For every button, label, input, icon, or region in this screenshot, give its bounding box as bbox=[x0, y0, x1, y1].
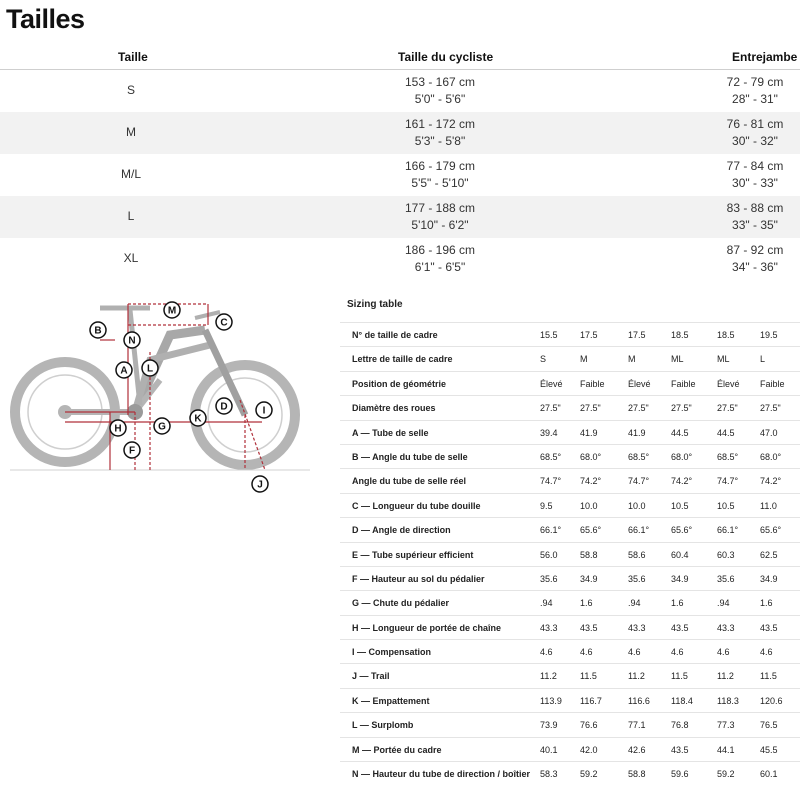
rider-height-cell bbox=[340, 70, 540, 112]
geometry-row bbox=[340, 371, 800, 395]
inseam-cm: 72 - 79 cm bbox=[726, 75, 784, 89]
header-inseam: Entrejambe bbox=[732, 50, 798, 64]
inseam-in: 33" - 35" bbox=[732, 218, 778, 232]
geometry-value: 77.1 bbox=[628, 720, 646, 731]
marker-label: F bbox=[128, 445, 136, 457]
geometry-row-label: B — Angle du tube de selle bbox=[352, 451, 468, 462]
geometry-value: .94 bbox=[628, 598, 641, 609]
geometry-value: 1.6 bbox=[671, 598, 684, 609]
inseam-cm: 87 - 92 cm bbox=[726, 243, 784, 257]
marker-d bbox=[216, 398, 232, 414]
geometry-value: 74.7° bbox=[540, 476, 562, 487]
size-cell: XL bbox=[123, 251, 139, 265]
marker-a bbox=[116, 362, 132, 378]
geometry-value: 65.6° bbox=[760, 525, 782, 536]
geometry-value: 68.5° bbox=[717, 451, 739, 462]
geometry-row bbox=[340, 493, 800, 517]
size-row bbox=[0, 112, 800, 154]
header-rider-height: Taille du cycliste bbox=[398, 50, 494, 64]
geometry-value: 58.6 bbox=[628, 549, 646, 560]
rider-height-ft: 6'1" - 6'5" bbox=[414, 260, 466, 274]
marker-label: L bbox=[146, 363, 154, 375]
marker-label: N bbox=[128, 335, 136, 347]
geometry-value: 42.6 bbox=[628, 744, 646, 755]
geometry-value: 27.5" bbox=[671, 403, 692, 414]
rider-height-ft: 5'5" - 5'10" bbox=[411, 176, 469, 190]
marker-h bbox=[110, 420, 126, 436]
geometry-value: 17.5 bbox=[580, 330, 598, 340]
geometry-value: 41.9 bbox=[580, 427, 598, 438]
marker-b bbox=[90, 322, 106, 338]
geometry-value: 68.5° bbox=[540, 451, 562, 462]
geometry-value: 27.5" bbox=[760, 403, 781, 414]
geometry-row bbox=[340, 444, 800, 468]
geometry-row bbox=[340, 542, 800, 566]
rider-height-ft: 5'10" - 6'2" bbox=[411, 218, 469, 232]
geometry-value: L bbox=[760, 354, 766, 365]
geometry-row-label: Diamètre des roues bbox=[352, 403, 436, 414]
size-cell: M bbox=[126, 125, 136, 139]
inseam-in: 30" - 32" bbox=[732, 134, 778, 148]
inseam-cm: 77 - 84 cm bbox=[726, 159, 784, 173]
marker-label: B bbox=[94, 325, 102, 337]
bike-geometry-diagram bbox=[0, 290, 330, 500]
geometry-row-label: M — Portée du cadre bbox=[352, 744, 442, 755]
geometry-row-label: G — Chute du pédalier bbox=[352, 598, 450, 609]
geometry-value: M bbox=[628, 354, 636, 365]
geometry-value: Élevé bbox=[628, 378, 651, 389]
geometry-value: 11.2 bbox=[540, 671, 557, 682]
geometry-value: 35.6 bbox=[717, 573, 735, 584]
geometry-value: 113.9 bbox=[540, 695, 562, 706]
geometry-value: 17.5 bbox=[628, 330, 646, 340]
geometry-row bbox=[340, 688, 800, 712]
geometry-row-label: L — Surplomb bbox=[352, 720, 414, 731]
marker-label: A bbox=[120, 365, 128, 377]
geometry-value: 39.4 bbox=[540, 427, 558, 438]
geometry-value: 42.0 bbox=[580, 744, 598, 755]
geometry-row-label: C — Longueur du tube douille bbox=[352, 500, 481, 511]
marker-label: I bbox=[262, 405, 266, 417]
geometry-row bbox=[340, 395, 800, 419]
geometry-value: 11.2 bbox=[717, 671, 734, 682]
geometry-value: 60.3 bbox=[717, 549, 735, 560]
marker-label: D bbox=[220, 401, 228, 413]
marker-j bbox=[252, 476, 268, 492]
geometry-value: 40.1 bbox=[540, 744, 558, 755]
marker-label: G bbox=[158, 421, 166, 433]
geometry-value: 60.1 bbox=[760, 769, 778, 780]
geometry-value: Élevé bbox=[540, 378, 563, 389]
geometry-value: 66.1° bbox=[717, 525, 739, 536]
geometry-value: 27.5" bbox=[628, 403, 649, 414]
geometry-value: 11.5 bbox=[580, 671, 597, 682]
geometry-value: 68.0° bbox=[671, 451, 693, 462]
geometry-row-label: Angle du tube de selle réel bbox=[352, 476, 467, 487]
geometry-value: Faible bbox=[580, 378, 605, 389]
geometry-value: 4.6 bbox=[580, 647, 593, 658]
inseam-cell bbox=[680, 70, 800, 112]
size-table-header bbox=[0, 42, 800, 70]
geometry-value: 11.5 bbox=[671, 671, 688, 682]
geometry-value: ML bbox=[671, 354, 684, 365]
geometry-value: 56.0 bbox=[540, 549, 558, 560]
geometry-value: 11.2 bbox=[628, 671, 645, 682]
geometry-value: 76.6 bbox=[580, 720, 598, 731]
geometry-value: 11.0 bbox=[760, 500, 777, 511]
geometry-value: 43.3 bbox=[717, 622, 735, 633]
geometry-value: 58.8 bbox=[628, 769, 646, 780]
geometry-table bbox=[340, 322, 800, 785]
geometry-value: Élevé bbox=[717, 378, 740, 389]
rider-height-cm: 161 - 172 cm bbox=[404, 117, 476, 131]
geometry-row-label: Position de géométrie bbox=[352, 378, 447, 389]
geometry-value: 68.0° bbox=[580, 451, 602, 462]
geometry-value: .94 bbox=[717, 598, 730, 609]
marker-l bbox=[142, 360, 158, 376]
geometry-value: 74.7° bbox=[628, 476, 650, 487]
marker-k bbox=[190, 410, 206, 426]
geometry-value: 74.2° bbox=[580, 476, 602, 487]
geometry-value: 118.3 bbox=[717, 695, 739, 706]
geometry-value: 4.6 bbox=[717, 647, 730, 658]
geometry-value: 58.8 bbox=[580, 549, 598, 560]
geometry-value: 18.5 bbox=[717, 330, 735, 340]
geometry-row-label: K — Empattement bbox=[352, 695, 430, 706]
geometry-row bbox=[340, 420, 800, 444]
geometry-value: 74.2° bbox=[760, 476, 782, 487]
inseam-cell bbox=[680, 112, 800, 154]
geometry-row bbox=[340, 590, 800, 614]
geometry-value: 34.9 bbox=[671, 573, 689, 584]
marker-label: J bbox=[257, 479, 263, 491]
geometry-value: 11.5 bbox=[760, 671, 777, 682]
geometry-row-label: D — Angle de direction bbox=[352, 525, 451, 536]
geometry-value: 34.9 bbox=[580, 573, 598, 584]
geometry-value: 65.6° bbox=[671, 525, 693, 536]
geometry-value: 43.5 bbox=[671, 744, 689, 755]
marker-label: M bbox=[167, 305, 177, 317]
geometry-value: 62.5 bbox=[760, 549, 778, 560]
inseam-in: 30" - 33" bbox=[732, 176, 778, 190]
geometry-row bbox=[340, 517, 800, 541]
geometry-value: 44.5 bbox=[671, 427, 689, 438]
geometry-value: 27.5" bbox=[540, 403, 561, 414]
size-table-body bbox=[0, 70, 800, 280]
geometry-value: 10.5 bbox=[717, 500, 735, 511]
marker-c bbox=[216, 314, 232, 330]
geometry-value: 116.7 bbox=[580, 695, 602, 706]
geometry-row-label: N — Hauteur du tube de direction / boîtier bbox=[352, 769, 531, 780]
rider-height-cell bbox=[340, 196, 540, 238]
geometry-row bbox=[340, 615, 800, 639]
geometry-value: 59.6 bbox=[671, 769, 689, 780]
geometry-row bbox=[340, 663, 800, 687]
geometry-row bbox=[340, 737, 800, 761]
inseam-in: 28" - 31" bbox=[732, 92, 778, 106]
geometry-value: 1.6 bbox=[580, 598, 593, 609]
geometry-value: 43.3 bbox=[540, 622, 558, 633]
geometry-value: 43.5 bbox=[760, 622, 778, 633]
geometry-row-label: Lettre de taille de cadre bbox=[352, 354, 453, 365]
page-title: Tailles bbox=[6, 4, 85, 34]
rider-height-cm: 166 - 179 cm bbox=[404, 159, 476, 173]
geometry-row bbox=[340, 468, 800, 492]
geometry-value: 116.6 bbox=[628, 695, 650, 706]
geometry-value: 118.4 bbox=[671, 695, 693, 706]
geometry-value: 44.5 bbox=[717, 427, 735, 438]
marker-n bbox=[124, 332, 140, 348]
geometry-row-label: N° de taille de cadre bbox=[352, 330, 438, 340]
marker-f bbox=[124, 442, 140, 458]
geometry-value: 9.5 bbox=[540, 500, 553, 511]
geometry-value: 58.3 bbox=[540, 769, 558, 780]
size-row bbox=[0, 70, 800, 112]
marker-label: C bbox=[220, 317, 228, 329]
geometry-value: Faible bbox=[671, 378, 696, 389]
geometry-row bbox=[340, 346, 800, 370]
geometry-value: 10.0 bbox=[628, 500, 646, 511]
rider-height-cell bbox=[340, 112, 540, 154]
geometry-value: 60.4 bbox=[671, 549, 689, 560]
geometry-value: 59.2 bbox=[717, 769, 735, 780]
geometry-value: .94 bbox=[540, 598, 553, 609]
geometry-table-title: Sizing table bbox=[347, 299, 403, 310]
geometry-row bbox=[340, 761, 800, 785]
geometry-value: 47.0 bbox=[760, 427, 778, 438]
geometry-value: 35.6 bbox=[628, 573, 646, 584]
geometry-value: 43.5 bbox=[580, 622, 598, 633]
geometry-value: 74.7° bbox=[717, 476, 739, 487]
geometry-row bbox=[340, 566, 800, 590]
geometry-value: 41.9 bbox=[628, 427, 646, 438]
geometry-value: 27.5" bbox=[580, 403, 601, 414]
geometry-value: 76.5 bbox=[760, 720, 778, 731]
geometry-value: 4.6 bbox=[671, 647, 684, 658]
size-cell: L bbox=[127, 209, 135, 223]
geometry-value: 77.3 bbox=[717, 720, 735, 731]
size-row bbox=[0, 238, 800, 280]
geometry-value: 59.2 bbox=[580, 769, 598, 780]
rider-height-ft: 5'0" - 5'6" bbox=[414, 92, 466, 106]
geometry-value: M bbox=[580, 354, 588, 365]
geometry-value: 4.6 bbox=[628, 647, 641, 658]
geometry-value: 74.2° bbox=[671, 476, 693, 487]
geometry-row-label: A — Tube de selle bbox=[352, 427, 429, 438]
geometry-value: 68.5° bbox=[628, 451, 650, 462]
geometry-value: 43.3 bbox=[628, 622, 646, 633]
rider-height-ft: 5'3" - 5'8" bbox=[414, 134, 466, 148]
marker-label: H bbox=[114, 423, 122, 435]
geometry-value: 66.1° bbox=[628, 525, 650, 536]
geometry-value: 4.6 bbox=[540, 647, 553, 658]
inseam-cm: 76 - 81 cm bbox=[726, 117, 784, 131]
rider-size-table bbox=[0, 42, 800, 280]
size-cell: M/L bbox=[120, 167, 141, 181]
header-size: Taille bbox=[118, 50, 148, 64]
marker-g bbox=[154, 418, 170, 434]
geometry-row-label: J — Trail bbox=[352, 671, 390, 682]
geometry-value: 35.6 bbox=[540, 573, 558, 584]
size-cell: S bbox=[126, 83, 135, 97]
geometry-value: ML bbox=[717, 354, 730, 365]
geometry-row-label: F — Hauteur au sol du pédalier bbox=[352, 573, 485, 584]
geometry-value: 65.6° bbox=[580, 525, 602, 536]
geometry-value: Faible bbox=[760, 378, 785, 389]
geometry-row bbox=[340, 322, 800, 346]
geometry-value: 10.5 bbox=[671, 500, 689, 511]
rider-height-cm: 177 - 188 cm bbox=[404, 201, 476, 215]
inseam-in: 34" - 36" bbox=[732, 260, 778, 274]
inseam-cm: 83 - 88 cm bbox=[726, 201, 784, 215]
inseam-cell bbox=[680, 154, 800, 196]
inseam-cell bbox=[680, 238, 800, 280]
rider-height-cell bbox=[340, 238, 540, 280]
marker-i bbox=[256, 402, 272, 418]
geometry-value: 43.5 bbox=[671, 622, 689, 633]
size-row bbox=[0, 196, 800, 238]
geometry-value: 1.6 bbox=[760, 598, 773, 609]
geometry-value: 10.0 bbox=[580, 500, 598, 511]
geometry-value: 4.6 bbox=[760, 647, 773, 658]
geometry-value: 34.9 bbox=[760, 573, 778, 584]
rider-height-cell bbox=[340, 154, 540, 196]
geometry-value: 44.1 bbox=[717, 744, 735, 755]
geometry-row-label: H — Longueur de portée de chaîne bbox=[352, 622, 502, 633]
geometry-value: 120.6 bbox=[760, 695, 783, 706]
size-row bbox=[0, 154, 800, 196]
geometry-row bbox=[340, 639, 800, 663]
geometry-value: 66.1° bbox=[540, 525, 562, 536]
inseam-cell bbox=[680, 196, 800, 238]
geometry-value: 73.9 bbox=[540, 720, 558, 731]
geometry-value: 45.5 bbox=[760, 744, 778, 755]
rider-height-cm: 153 - 167 cm bbox=[404, 75, 476, 89]
geometry-value: 76.8 bbox=[671, 720, 689, 731]
marker-label: K bbox=[194, 413, 202, 425]
geometry-row-label: E — Tube supérieur efficient bbox=[352, 549, 474, 560]
geometry-value: 19.5 bbox=[760, 330, 778, 340]
geometry-value: 18.5 bbox=[671, 330, 689, 340]
geometry-value: 15.5 bbox=[540, 330, 558, 340]
geometry-value: S bbox=[540, 354, 547, 365]
geometry-row bbox=[340, 712, 800, 736]
rider-height-cm: 186 - 196 cm bbox=[404, 243, 476, 257]
geometry-row-label: I — Compensation bbox=[352, 647, 432, 658]
geometry-value: 68.0° bbox=[760, 451, 782, 462]
marker-m bbox=[164, 302, 180, 318]
bike-frame bbox=[10, 305, 310, 470]
geometry-value: 27.5" bbox=[717, 403, 738, 414]
